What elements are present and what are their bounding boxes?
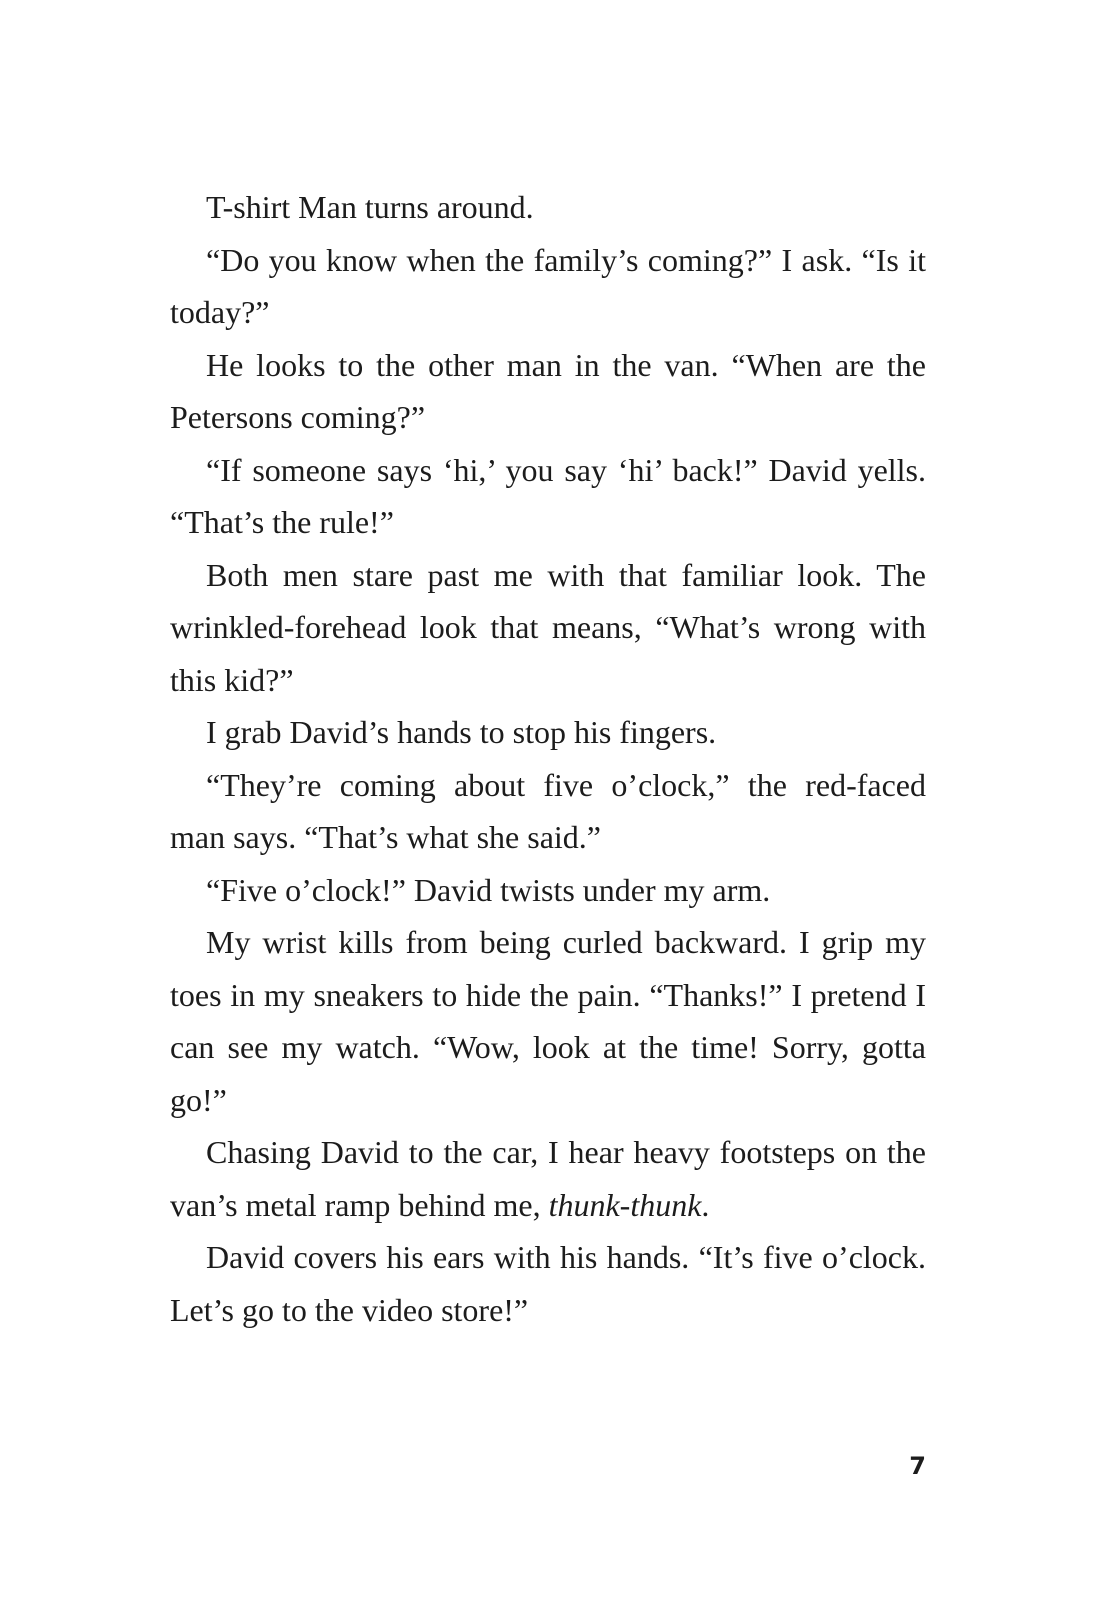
paragraph: “Five o’clock!” David twists under my arm. (206, 871, 771, 908)
paragraph: “Do you know when the family’s coming?” I ask. “Is it today?” (170, 241, 926, 330)
paragraph (170, 1126, 926, 1231)
paragraph-text: . (701, 1186, 710, 1223)
paragraph: “They’re coming about five o’clock,” the red-faced man says. “That’s what she said.” (170, 766, 926, 855)
paragraph: Both men stare past me with that familiar look. The wrinkled-forehead look that means, “What’s wrong with this kid?” (170, 556, 926, 698)
paragraph: “If someone says ‘hi,’ you say ‘hi’ back!” David yells. “That’s the rule!” (170, 451, 926, 540)
paragraph-text: Chasing David to the car, I hear heavy footsteps on the van’s metal ramp behind me, (170, 1134, 926, 1223)
paragraph: T-shirt Man turns around. (206, 189, 534, 225)
body-text (170, 181, 926, 1336)
paragraph: My wrist kills from being curled backward. I grip my toes in my sneakers to hide the pain. “Thanks!” I pretend I can see my watch. “Wow, look at the time! Sorry, gotta go!” (170, 924, 926, 1118)
page-number: 7 (909, 1452, 926, 1480)
paragraph: David covers his ears with his hands. “It’s five o’clock. Let’s go to the video store!” (170, 1239, 926, 1328)
paragraph: He looks to the other man in the van. “When are the Petersons coming?” (170, 346, 926, 435)
paragraph: I grab David’s hands to stop his fingers. (206, 714, 717, 750)
italic-sound-effect: thunk-thunk (548, 1186, 702, 1223)
